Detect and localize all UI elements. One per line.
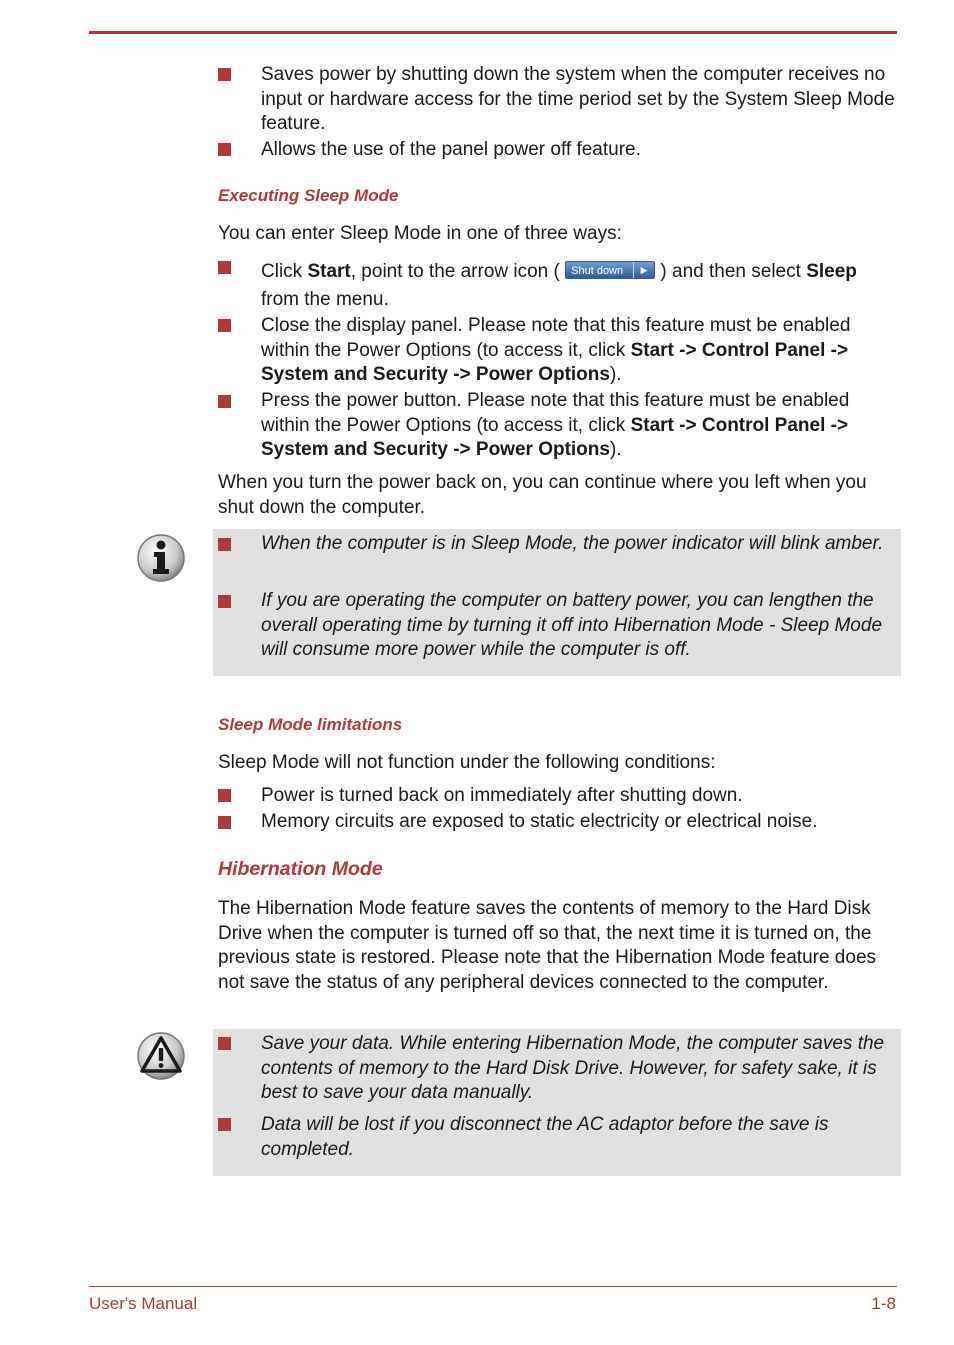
bullet-marker: [218, 68, 231, 81]
bullet-marker: [218, 395, 231, 408]
paragraph: You can enter Sleep Mode in one of three ways:: [218, 223, 622, 244]
footer-title: User's Manual: [89, 1294, 198, 1313]
section-heading: Hibernation Mode: [218, 858, 383, 880]
note-text: Save your data. While entering Hibernation Mode, the computer saves the contents of memory to the Hard Disk Drive. However, for safety sake, it is best to save your data manually.: [261, 1033, 885, 1103]
text: ).: [609, 364, 622, 385]
text: from the menu.: [261, 289, 389, 310]
bullet-marker: [218, 143, 231, 156]
arrow-right-icon: ▶: [633, 262, 654, 278]
text: Press the power button. Please note that this feature must be enabled within the Power Options (to access it, click: [261, 390, 850, 436]
note-text: Data will be lost if you disconnect the AC adaptor before the save is completed.: [261, 1114, 829, 1160]
list-item: [261, 258, 897, 314]
bullet-marker: [218, 319, 231, 332]
text: ).: [609, 439, 622, 460]
bullet-marker: [218, 816, 231, 829]
bold-text: Start -> Control Panel -> System and Security -> Power Options: [261, 339, 849, 385]
bold-text: Start: [307, 261, 351, 282]
text: ) and then select: [655, 261, 807, 282]
note-text: When the computer is in Sleep Mode, the power indicator will blink amber.: [261, 533, 884, 554]
paragraph: When you turn the power back on, you can continue where you left when you shut down the computer.: [218, 472, 867, 518]
text: Close the display panel. Please note that this feature must be enabled within the Power Options (to access it, click: [261, 315, 851, 361]
text: , point to the arrow icon (: [350, 261, 566, 282]
bold-text: Start -> Control Panel -> System and Security -> Power Options: [261, 414, 849, 460]
section-heading: Executing Sleep Mode: [218, 186, 399, 205]
list-item: Memory circuits are exposed to static electricity or electrical noise.: [261, 811, 818, 832]
section-heading: Sleep Mode limitations: [218, 715, 403, 734]
page-number: 1-8: [871, 1294, 896, 1313]
info-icon: [136, 533, 186, 583]
bullet-marker: [218, 1037, 231, 1050]
list-item: [261, 314, 897, 388]
list-item: Power is turned back on immediately after shutting down.: [261, 785, 743, 806]
shut-down-label: Shut down: [571, 264, 624, 277]
header-rule: [89, 31, 897, 34]
bullet-marker: [218, 595, 231, 608]
bold-text: Sleep: [806, 261, 857, 282]
note-text: If you are operating the computer on battery power, you can lengthen the overall operating time by turning it off into Hibernation Mode - Sleep Mode will consume more power while the computer is off.: [261, 590, 883, 660]
bullet-marker: [218, 789, 231, 802]
paragraph: Sleep Mode will not function under the following conditions:: [218, 752, 716, 773]
warning-icon: [136, 1031, 186, 1081]
bullet-marker: [218, 538, 231, 551]
shut-down-button: [565, 261, 655, 279]
footer-rule: [89, 1286, 897, 1287]
paragraph: The Hibernation Mode feature saves the contents of memory to the Hard Disk Drive when the computer is turned off so that, the next time it is turned on, the previous state is restored. Please note that the Hibernation Mode feature does not save the status of any peripheral devices connected to the computer.: [218, 898, 877, 993]
list-item: [261, 389, 897, 463]
bullet-marker: [218, 261, 231, 274]
text: Click: [261, 261, 308, 282]
list-item: Allows the use of the panel power off feature.: [261, 139, 641, 160]
list-item: Saves power by shutting down the system when the computer receives no input or hardware access for the time period set by the System Sleep Mode feature.: [261, 64, 895, 134]
bullet-marker: [218, 1118, 231, 1131]
